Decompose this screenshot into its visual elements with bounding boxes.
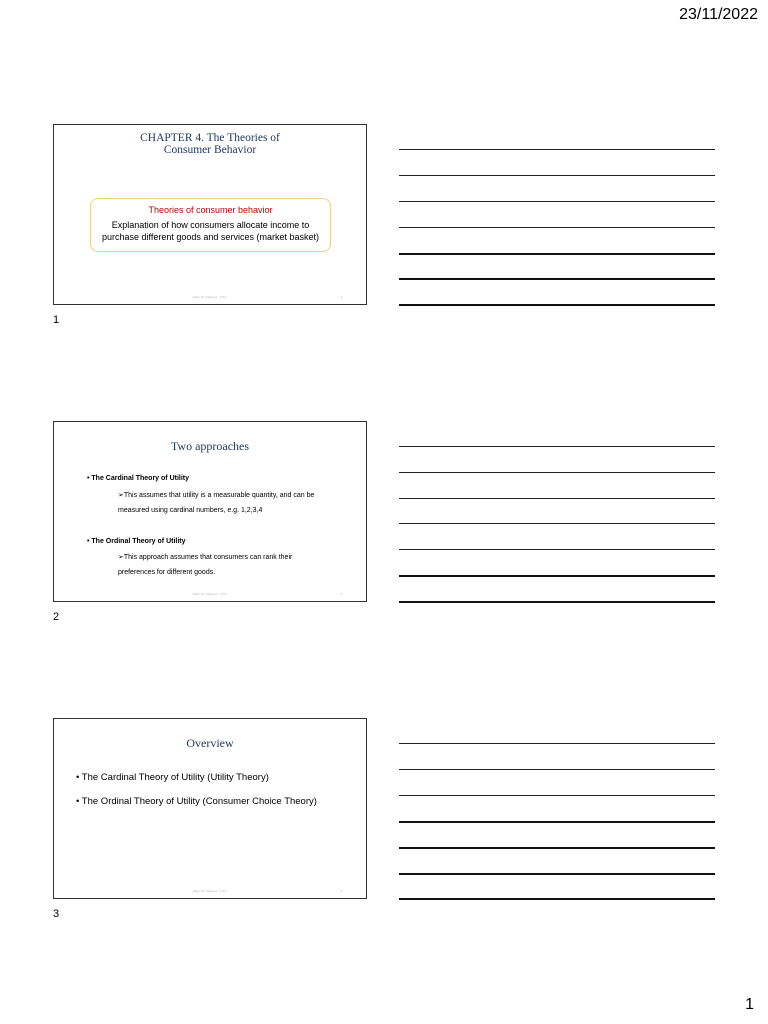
slide-3-footer-num: 3	[340, 889, 342, 893]
note-line	[399, 472, 715, 473]
slide-1-title	[54, 132, 366, 156]
cardinal-desc-line1: ➢This assumes that utility is a measurable quantity, and can be	[118, 492, 315, 499]
overview-item-ordinal: • The Ordinal Theory of Utility (Consumer Choice Theory)	[76, 796, 317, 807]
slide-1-title-line1: CHAPTER 4. The Theories of	[140, 132, 280, 144]
slide-2-footer: Dam Do Nguyet - FTU	[193, 592, 227, 596]
note-line	[399, 549, 715, 550]
note-line	[399, 149, 715, 150]
note-line	[399, 523, 715, 524]
note-line	[399, 847, 715, 849]
slide-2-label: 2	[53, 611, 60, 623]
slide-3-footer: Dam Do Nguyet - FTU	[193, 889, 227, 893]
slide-2-thumbnail	[53, 421, 367, 602]
ordinal-desc-line2: preferences for different goods.	[118, 569, 216, 576]
note-line	[399, 278, 715, 280]
overview-item-cardinal: • The Cardinal Theory of Utility (Utility Theory)	[76, 772, 269, 783]
slide-1-thumbnail	[53, 124, 367, 305]
note-line	[399, 575, 715, 577]
slide-1-footer-num: 1	[340, 295, 342, 299]
box-text-line1: Explanation of how consumers allocate income to	[111, 220, 310, 230]
ordinal-description	[118, 550, 358, 580]
box-text-line2: purchase different goods and services (market basket)	[102, 232, 319, 242]
slide-3-label: 3	[53, 908, 60, 920]
note-line	[399, 743, 715, 744]
cardinal-bullet: • The Cardinal Theory of Utility	[87, 475, 190, 482]
note-line	[399, 795, 715, 796]
ordinal-bullet: • The Ordinal Theory of Utility	[87, 538, 186, 545]
note-line	[399, 873, 715, 875]
note-line	[399, 498, 715, 499]
theory-definition-box	[90, 198, 331, 252]
note-line	[399, 898, 715, 900]
page-date: 23/11/2022	[679, 6, 758, 23]
slide-1-footer: Dam Do Nguyet - FTU	[193, 295, 227, 299]
page-number: 1	[745, 996, 754, 1013]
box-heading: Theories of consumer behavior	[148, 205, 273, 215]
slide-1-title-line2: Consumer Behavior	[163, 144, 257, 156]
note-line	[399, 201, 715, 202]
slide-3-thumbnail	[53, 718, 367, 899]
note-line	[399, 821, 715, 823]
note-line	[399, 175, 715, 176]
note-line	[399, 769, 715, 770]
cardinal-desc-line2: measured using cardinal numbers, e.g. 1,2,3,4	[118, 507, 263, 514]
note-line	[399, 253, 715, 255]
box-text	[91, 219, 330, 243]
note-line	[399, 601, 715, 603]
slide-2-title: Two approaches	[170, 439, 250, 453]
note-line	[399, 227, 715, 228]
slide-3-title: Overview	[186, 736, 234, 750]
note-line	[399, 446, 715, 447]
note-line	[399, 304, 715, 306]
ordinal-desc-line1: ➢This approach assumes that consumers can rank their	[118, 554, 293, 561]
slide-1-label: 1	[53, 314, 60, 326]
slide-2-footer-num: 2	[340, 592, 342, 596]
cardinal-description	[118, 488, 358, 518]
